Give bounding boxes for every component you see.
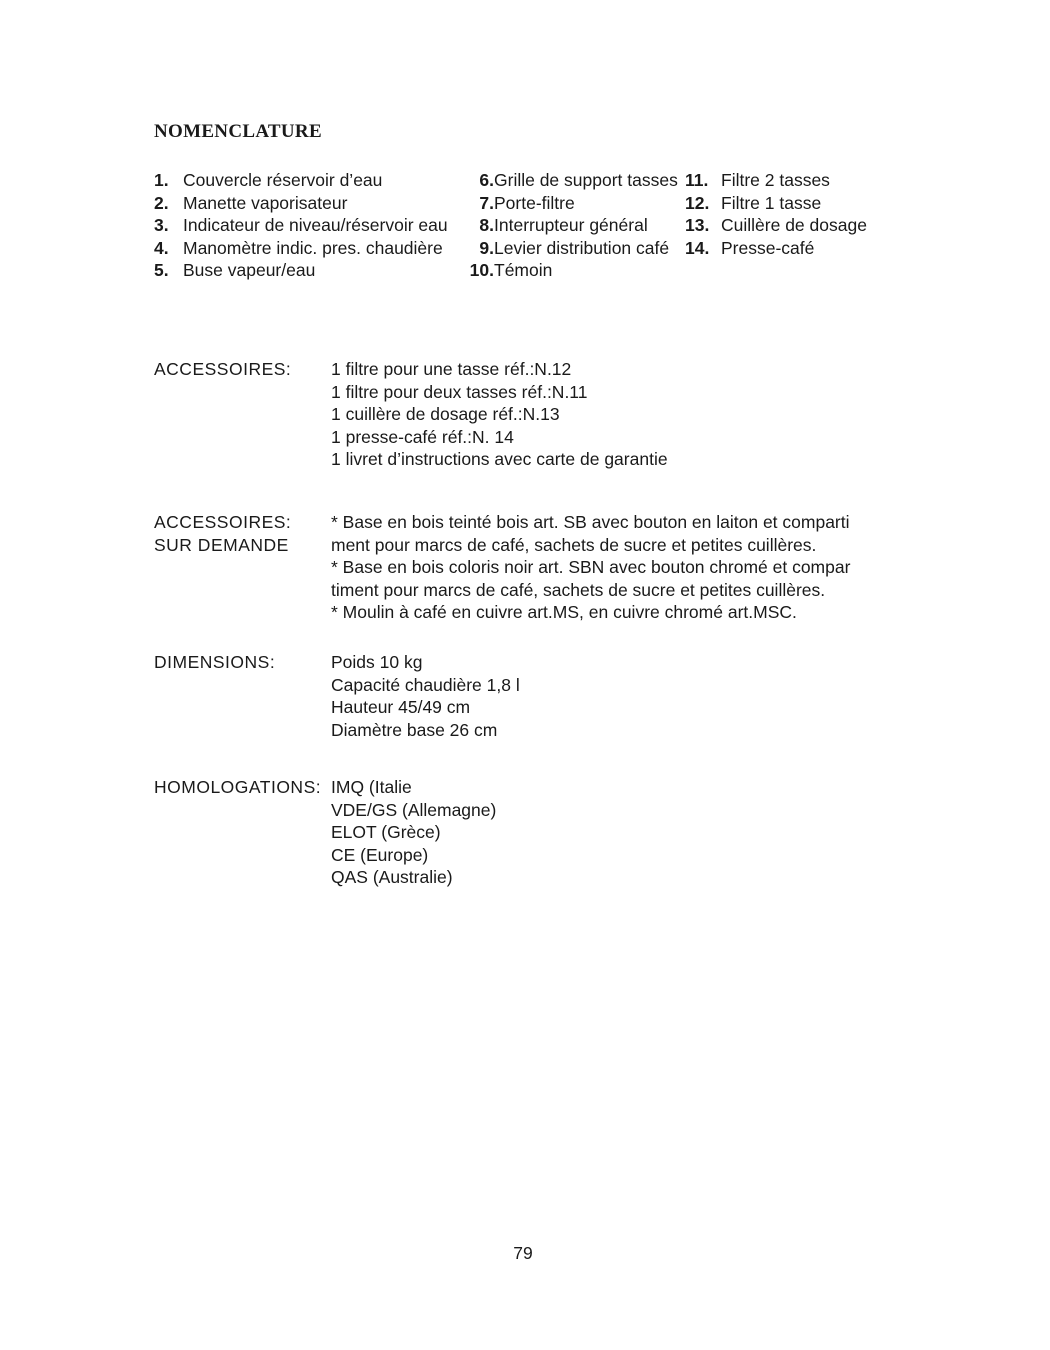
section-line: 1 cuillère de dosage réf.:N.13 <box>331 404 560 425</box>
section-line: * Moulin à café en cuivre art.MS, en cuivre chromé art.MSC. <box>331 602 797 623</box>
nomenclature-item <box>685 192 867 215</box>
nomenclature-item <box>454 259 678 282</box>
item-label: Grille de support tasses <box>494 170 678 190</box>
item-number: 11. <box>685 170 709 190</box>
nomenclature-column-3 <box>685 169 867 259</box>
nomenclature-item <box>454 214 678 237</box>
section-line: Diamètre base 26 cm <box>331 719 498 740</box>
item-label: Porte-filtre <box>494 192 575 213</box>
item-number: 12. <box>685 192 710 213</box>
item-number: 7. <box>479 192 494 213</box>
item-label: Manomètre indic. pres. chaudière <box>183 237 443 258</box>
item-number: 8. <box>479 215 494 235</box>
item-number: 10. <box>469 260 494 280</box>
item-label: Levier distribution café <box>494 237 670 258</box>
item-number: 1. <box>154 170 169 190</box>
optional-accessories-section <box>154 511 850 624</box>
section-line: Poids 10 kg <box>331 652 423 672</box>
page-number: 79 <box>513 1243 533 1263</box>
item-number: 3. <box>154 215 169 235</box>
section-line: Capacité chaudière 1,8 l <box>331 674 520 695</box>
section-line: 1 filtre pour deux tasses réf.:N.11 <box>331 381 588 402</box>
nomenclature-column-2 <box>454 169 678 282</box>
item-label: Indicateur de niveau/réservoir eau <box>183 215 448 235</box>
item-number: 13. <box>685 215 710 235</box>
item-label: Couvercle réservoir d’eau <box>183 170 383 190</box>
item-label: Filtre 1 tasse <box>721 192 822 213</box>
nomenclature-item <box>685 169 867 192</box>
item-label: Buse vapeur/eau <box>183 260 316 280</box>
item-number: 6. <box>479 170 494 190</box>
section-line: 1 filtre pour une tasse réf.:N.12 <box>331 359 572 379</box>
item-number: 5. <box>154 260 169 280</box>
item-label: Cuillère de dosage <box>721 215 867 235</box>
section-line: * Base en bois coloris noir art. SBN avec bouton chromé et compar <box>331 557 851 578</box>
item-label: Manette vaporisateur <box>183 192 348 213</box>
section-line: VDE/GS (Allemagne) <box>331 799 497 820</box>
nomenclature-item <box>454 169 678 192</box>
item-label: Filtre 2 tasses <box>721 170 830 190</box>
nomenclature-item <box>454 237 678 260</box>
section-line: timent pour marcs de café, sachets de sucre et petites cuillères. <box>331 579 826 600</box>
page-title: NOMENCLATURE <box>154 121 322 142</box>
item-number: 4. <box>154 237 169 258</box>
section-line: IMQ (Italie <box>331 777 412 797</box>
section-line: CE (Europe) <box>331 844 429 865</box>
item-label: Presse-café <box>721 237 815 258</box>
nomenclature-item <box>154 259 448 282</box>
section-content <box>331 358 668 471</box>
homologations-section <box>154 776 496 889</box>
section-label: DIMENSIONS: <box>154 652 276 672</box>
section-line: 1 livret d’instructions avec carte de garantie <box>331 449 668 470</box>
section-label: HOMOLOGATIONS: <box>154 777 322 797</box>
nomenclature-item <box>154 214 448 237</box>
nomenclature-item <box>454 192 678 215</box>
accessories-section <box>154 358 668 471</box>
item-label: Interrupteur général <box>494 215 648 235</box>
nomenclature-item <box>154 192 448 215</box>
item-number: 14. <box>685 237 710 258</box>
section-label: ACCESSOIRES: SUR DEMANDE <box>154 512 292 555</box>
nomenclature-item <box>685 237 867 260</box>
section-content <box>331 651 520 741</box>
section-line: 1 presse-café réf.:N. 14 <box>331 426 514 447</box>
nomenclature-item <box>685 214 867 237</box>
section-line: QAS (Australie) <box>331 867 453 888</box>
nomenclature-item <box>154 169 448 192</box>
nomenclature-item <box>154 237 448 260</box>
section-label: ACCESSOIRES: <box>154 359 292 379</box>
section-content <box>331 776 496 889</box>
section-line: ment pour marcs de café, sachets de sucre et petites cuillères. <box>331 534 817 555</box>
section-line: * Base en bois teinté bois art. SB avec bouton en laiton et comparti <box>331 512 850 532</box>
section-line: ELOT (Grèce) <box>331 822 441 843</box>
item-label: Témoin <box>494 260 553 280</box>
nomenclature-column-1 <box>154 169 448 282</box>
section-line: Hauteur 45/49 cm <box>331 697 471 718</box>
dimensions-section <box>154 651 520 741</box>
item-number: 2. <box>154 192 169 213</box>
item-number: 9. <box>479 237 494 258</box>
section-content <box>331 511 850 624</box>
